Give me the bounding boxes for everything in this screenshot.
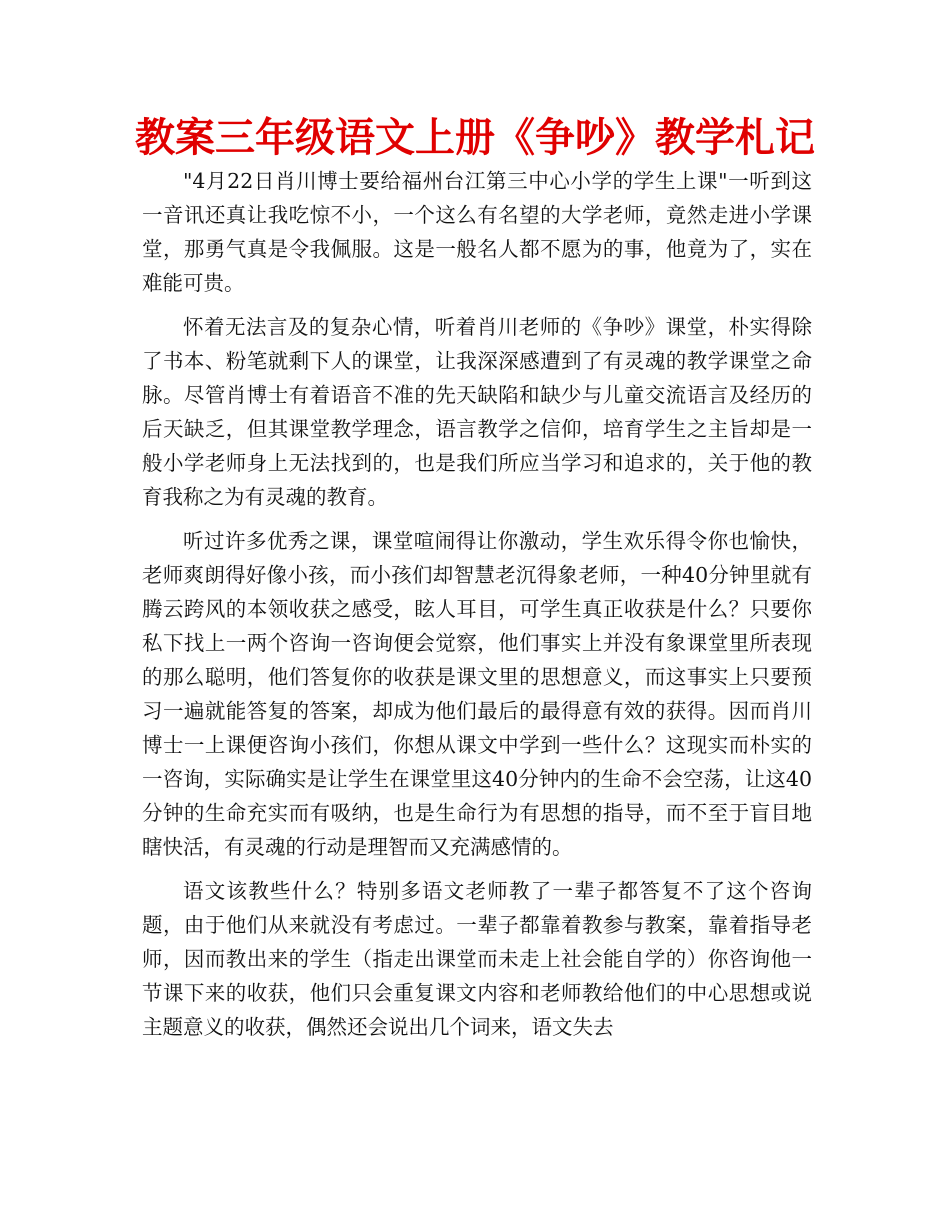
paragraph-1: "4月22日肖川博士要给福州台江第三中心小学的学生上课"一听到这一音讯还真让我吃惊不小，一个这么有名望的大学老师，竟然走进小学课堂，那勇气真是令我佩服。这是一般名人都不愿为的事，他竟为了，实在难能可贵。 [142, 169, 812, 295]
paragraph-4: 语文该教些什么？特别多语文老师教了一辈子都答复不了这个咨询题，由于他们从来就没有考虑过。一辈子都靠着教参与教案，靠着指导老师，因而教出来的学生（指走出课堂而未走上社会能自学的）你咨询他一节课下来的收获，他们只会重复课文内容和老师教给他们的中心思想或说主题意义的收获，偶然还会说出几个词来，语文失去 [142, 879, 812, 1039]
document-body [142, 164, 812, 1054]
paragraph-3: 听过许多优秀之课，课堂喧闹得让你激动，学生欢乐得令你也愉快，老师爽朗得好像小孩，而小孩们却智慧老沉得象老师，一种40分钟里就有腾云跨风的本领收获之感受，眩人耳目，可学生真正收获是什么？只要你私下找上一两个咨询一咨询便会觉察，他们事实上并没有象课堂里所表现的那么聪明，他们答复你的收获是课文里的思想意义，而这事实上只要预习一遍就能答复的答案，却成为他们最后的最得意有效的获得。因而肖川博士一上课便咨询小孩们，你想从课文中学到一些什么？这现实而朴实的一咨询，实际确实是让学生在课堂里这40分钟内的生命不会空荡，让这40分钟的生命充实而有吸纳，也是生命行为有思想的指导，而不至于盲目地瞎快活，有灵魂的行动是理智而又充满感情的。 [142, 529, 812, 859]
document-title: 教案三年级语文上册《争吵》教学札记 [135, 115, 815, 161]
paragraph-2: 怀着无法言及的复杂心情，听着肖川老师的《争吵》课堂，朴实得除了书本、粉笔就剩下人的课堂，让我深深感遭到了有灵魂的教学课堂之命脉。尽管肖博士有着语音不准的先天缺陷和缺少与儿童交流语言及经历的后天缺乏，但其课堂教学理念，语言教学之信仰，培育学生之主旨却是一般小学老师身上无法找到的，也是我们所应当学习和追求的，关于他的教育我称之为有灵魂的教育。 [142, 315, 812, 509]
